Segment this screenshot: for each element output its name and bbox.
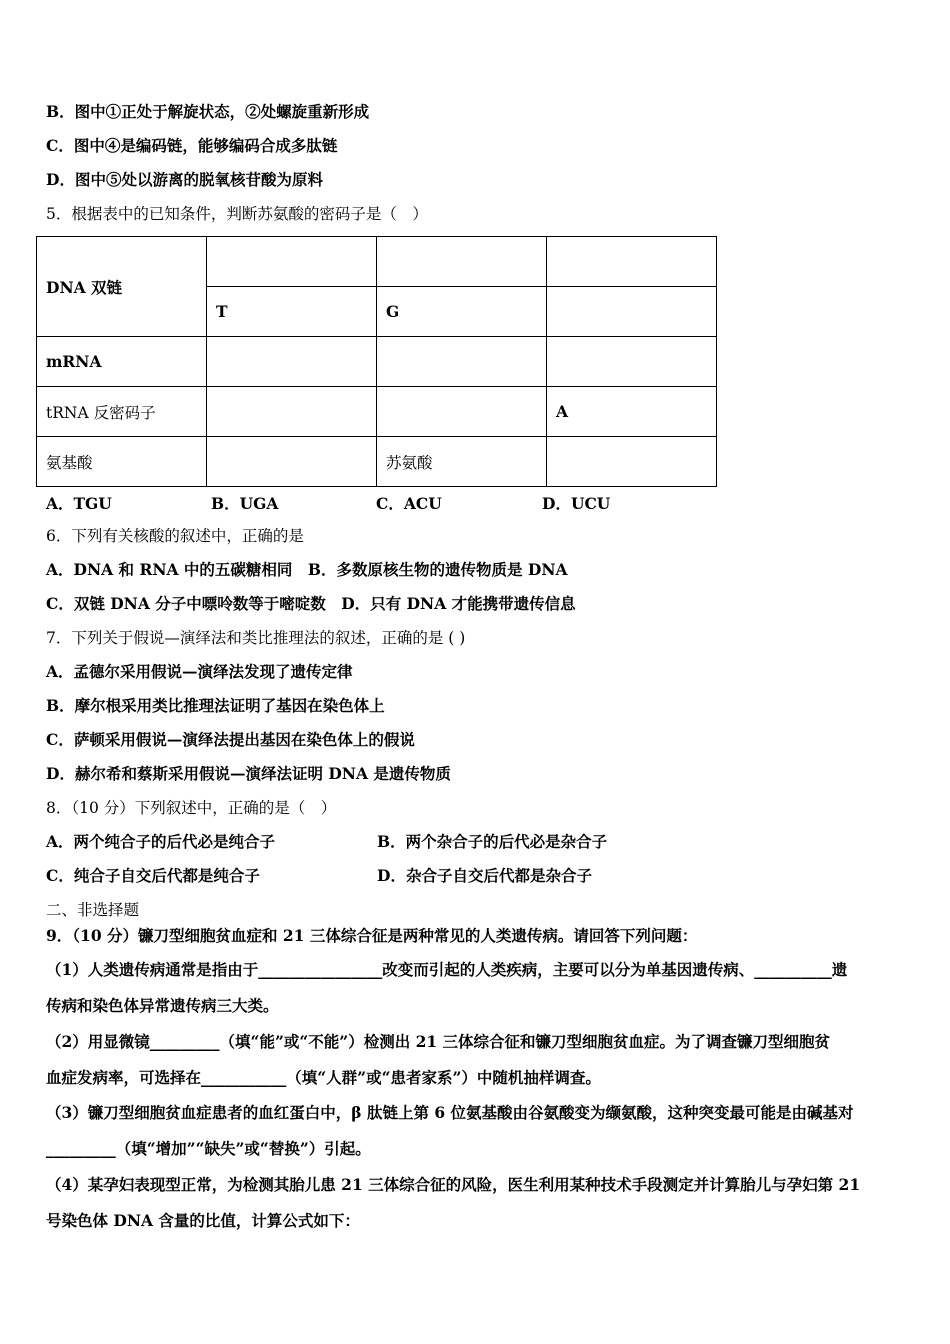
q8-stem: 8．（10 分）下列叙述中，正确的是（ ） (46, 799, 337, 817)
q8-option-c: C．纯合子自交后代都是纯合子 (46, 866, 260, 885)
q6-options-line1: A．DNA 和 RNA 中的五碳糖相同 B．多数原核生物的遗传物质是 DNA (46, 560, 568, 579)
q7-option-a: A．孟德尔采用假说—演绎法发现了遗传定律 (46, 662, 353, 681)
q7-option-c: C．萨顿采用假说—演绎法提出基因在染色体上的假说 (46, 730, 415, 749)
q8-option-b: B．两个杂合子的后代必是杂合子 (377, 832, 608, 851)
q9-stem: 9．（10 分）镰刀型细胞贫血症和 21 三体综合征是两种常见的人类遗传病。请回答下列问题： (46, 926, 698, 945)
q9-part1-line1: （1）人类遗传病通常是指由于________________改变而引起的人类疾病，主要可以分为单基因遗传病、__________遗 (46, 960, 848, 979)
cell-aa-3 (547, 437, 717, 487)
q4-option-c: C．图中④是编码链，能够编码合成多肽链 (46, 136, 338, 155)
q9-part1-line2: 传病和染色体异常遗传病三大类。 (46, 996, 279, 1015)
row-label-amino-acid: 氨基酸 (37, 437, 207, 487)
cell-trna-2 (377, 387, 547, 437)
q7-stem: 7．下列关于假说—演绎法和类比推理法的叙述，正确的是 ( ) (46, 629, 466, 647)
q5-option-b: B．UGA (211, 494, 279, 513)
q6-stem: 6．下列有关核酸的叙述中，正确的是 (46, 527, 304, 545)
cell-dna-2-1: T (207, 287, 377, 337)
q4-option-b: B．图中①正处于解旋状态，②处螺旋重新形成 (46, 102, 370, 121)
q9-part4-line1: （4）某孕妇表现型正常，为检测其胎儿患 21 三体综合征的风险，医生利用某种技术手段测定并计算胎儿与孕妇第 21 (46, 1175, 861, 1194)
cell-dna-1-1 (207, 237, 377, 287)
cell-mrna-3 (547, 337, 717, 387)
q5-stem: 5．根据表中的已知条件，判断苏氨酸的密码子是（ ） (46, 205, 428, 223)
section-heading: 二、非选择题 (46, 901, 140, 919)
cell-mrna-1 (207, 337, 377, 387)
cell-trna-1 (207, 387, 377, 437)
q8-option-a: A．两个纯合子的后代必是纯合子 (46, 832, 276, 851)
q9-part3-line2: _________（填“增加”“缺失”或“替换”）引起。 (46, 1139, 371, 1158)
q5-option-d: D．UCU (542, 494, 611, 513)
q5-option-a: A．TGU (46, 494, 112, 513)
q4-option-d: D．图中⑤处以游离的脱氧核苷酸为原料 (46, 170, 323, 189)
q9-part2-line1: （2）用显微镜_________（填“能”或“不能”）检测出 21 三体综合征和镰刀型细胞贫血症。为了调查镰刀型细胞贫 (46, 1032, 831, 1051)
cell-aa-2: 苏氨酸 (377, 437, 547, 487)
q9-part3-line1: （3）镰刀型细胞贫血症患者的血红蛋白中，β 肽链上第 6 位氨基酸由谷氨酸变为缬氨酸，这种突变最可能是由碱基对 (46, 1103, 854, 1122)
q7-option-d: D．赫尔希和蔡斯采用假说—演绎法证明 DNA 是遗传物质 (46, 764, 451, 783)
cell-aa-1 (207, 437, 377, 487)
cell-trna-3: A (547, 387, 717, 437)
row-label-trna: tRNA 反密码子 (37, 387, 207, 437)
row-label-mrna: mRNA (37, 337, 207, 387)
codon-table (36, 236, 717, 487)
row-label-dna: DNA 双链 (37, 237, 207, 337)
q6-options-line2: C．双链 DNA 分子中嘌呤数等于嘧啶数 D．只有 DNA 才能携带遗传信息 (46, 594, 576, 613)
q5-option-c: C．ACU (376, 494, 442, 513)
q8-option-d: D．杂合子自交后代都是杂合子 (377, 866, 592, 885)
cell-dna-2-3 (547, 287, 717, 337)
cell-mrna-2 (377, 337, 547, 387)
q9-part4-line2: 号染色体 DNA 含量的比值，计算公式如下： (46, 1211, 360, 1230)
cell-dna-1-3 (547, 237, 717, 287)
q9-part2-line2: 血症发病率，可选择在___________（填“人群”或“患者家系”）中随机抽样调查。 (46, 1068, 601, 1087)
q7-option-b: B．摩尔根采用类比推理法证明了基因在染色体上 (46, 696, 385, 715)
cell-dna-2-2: G (377, 287, 547, 337)
cell-dna-1-2 (377, 237, 547, 287)
